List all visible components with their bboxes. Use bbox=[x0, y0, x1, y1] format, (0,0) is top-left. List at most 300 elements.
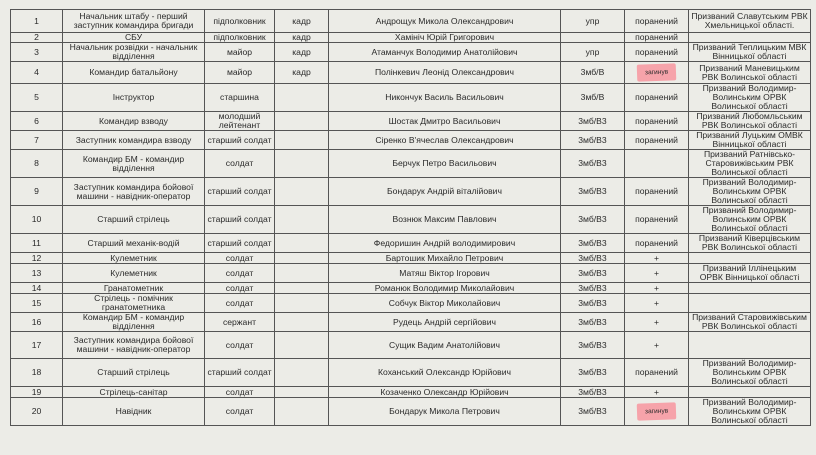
rank-cell bbox=[205, 283, 275, 294]
position-cell bbox=[63, 387, 205, 398]
table-row bbox=[11, 178, 811, 206]
rank-cell-text: солдат bbox=[225, 158, 254, 168]
note-cell-text: Призваний Володимир-Волинським ОРВК Волинської області bbox=[702, 205, 797, 233]
row-number bbox=[11, 313, 63, 332]
kadr-cell bbox=[275, 264, 329, 283]
status-cell bbox=[625, 84, 689, 112]
position-cell-text: Начальник розвідки - начальник відділення bbox=[69, 42, 198, 61]
kadr-cell bbox=[275, 398, 329, 426]
status-cell bbox=[625, 10, 689, 33]
note-cell bbox=[689, 62, 811, 84]
unit-cell-text: 3мб/В3 bbox=[578, 367, 607, 377]
position-cell-text: Інструктор bbox=[112, 92, 155, 102]
unit-cell bbox=[561, 62, 625, 84]
row-number-text: 13 bbox=[31, 267, 42, 278]
note-cell bbox=[689, 283, 811, 294]
position-cell bbox=[63, 10, 205, 33]
rank-cell-text: солдат bbox=[225, 386, 254, 397]
name-cell-text: Романюк Володимир Миколайович bbox=[374, 282, 515, 293]
kadr-cell bbox=[275, 206, 329, 234]
table-row bbox=[11, 253, 811, 264]
rank-cell-text: молодший лейтенант bbox=[218, 111, 261, 130]
position-cell bbox=[63, 398, 205, 426]
name-cell bbox=[329, 234, 561, 253]
name-cell bbox=[329, 264, 561, 283]
unit-cell-text: 3мб/В3 bbox=[578, 282, 607, 293]
status-cell-text: + bbox=[653, 386, 660, 397]
unit-cell bbox=[561, 398, 625, 426]
name-cell bbox=[329, 131, 561, 150]
position-cell bbox=[63, 264, 205, 283]
note-cell bbox=[689, 33, 811, 43]
status-cell bbox=[625, 178, 689, 206]
row-number bbox=[11, 43, 63, 62]
kadr-cell bbox=[275, 359, 329, 387]
name-cell bbox=[329, 62, 561, 84]
status-cell bbox=[625, 253, 689, 264]
unit-cell-text: 3мб/В3 bbox=[578, 252, 607, 263]
rank-cell bbox=[205, 294, 275, 313]
note-cell bbox=[689, 43, 811, 62]
unit-cell-text: 3мб/В bbox=[580, 92, 605, 102]
status-cell-text: + bbox=[653, 297, 660, 308]
unit-cell bbox=[561, 206, 625, 234]
name-cell bbox=[329, 33, 561, 43]
note-cell bbox=[689, 359, 811, 387]
kadr-cell bbox=[275, 33, 329, 43]
rank-cell-text: солдат bbox=[225, 297, 254, 308]
name-cell bbox=[329, 332, 561, 359]
position-cell-text: Командир БМ - командир відділення bbox=[82, 312, 185, 331]
table-row bbox=[11, 131, 811, 150]
status-cell-text: + bbox=[653, 339, 660, 350]
name-cell bbox=[329, 150, 561, 178]
unit-cell-text: 3мб/В3 bbox=[578, 267, 607, 278]
status-cell-text: поранений bbox=[635, 115, 678, 126]
position-cell bbox=[63, 43, 205, 62]
position-cell bbox=[63, 332, 205, 359]
status-cell-text: + bbox=[653, 267, 660, 278]
unit-cell-text: 3мб/В3 bbox=[578, 406, 607, 416]
note-cell bbox=[689, 150, 811, 178]
name-cell-text: Вознюк Максим Павлович bbox=[392, 214, 497, 224]
kadr-cell bbox=[275, 313, 329, 332]
position-cell-text: Командир батальйону bbox=[89, 67, 178, 77]
status-cell-text: поранений bbox=[635, 134, 678, 145]
note-cell-text: Призваний Любомльським РВК Волинської області bbox=[696, 111, 803, 130]
unit-cell-text: 3мб/В3 bbox=[578, 214, 607, 224]
kadr-cell bbox=[275, 62, 329, 84]
status-cell bbox=[625, 264, 689, 283]
table-row bbox=[11, 43, 811, 62]
row-number-text: 19 bbox=[31, 386, 42, 397]
name-cell bbox=[329, 84, 561, 112]
unit-cell-text: 3мб/В3 bbox=[578, 134, 607, 145]
status-cell bbox=[625, 62, 689, 84]
name-cell-text: Сущик Вадим Анатолійович bbox=[389, 339, 500, 350]
note-cell bbox=[689, 112, 811, 131]
table-row bbox=[11, 313, 811, 332]
position-cell bbox=[63, 294, 205, 313]
note-cell-text: Призваний Ківерцівським РВК Волинської області bbox=[698, 233, 801, 252]
unit-cell-text: 3мб/В3 bbox=[578, 386, 607, 397]
row-number bbox=[11, 33, 63, 43]
rank-cell-text: солдат bbox=[225, 252, 254, 263]
status-cell-text: поранений bbox=[635, 214, 678, 224]
row-number-text: 8 bbox=[34, 158, 39, 168]
status-cell bbox=[625, 313, 689, 332]
killed-highlight: загинув bbox=[637, 402, 677, 420]
unit-cell bbox=[561, 178, 625, 206]
name-cell-text: Коханський Олександр Юрійович bbox=[378, 367, 511, 377]
status-cell bbox=[625, 294, 689, 313]
rank-cell bbox=[205, 33, 275, 43]
unit-cell-text: упр bbox=[585, 46, 600, 57]
status-cell-text: поранений bbox=[635, 186, 678, 196]
note-cell bbox=[689, 313, 811, 332]
position-cell bbox=[63, 206, 205, 234]
name-cell bbox=[329, 294, 561, 313]
note-cell-text: Призваний Іллінецьким ОРВК Вінницької області bbox=[699, 263, 800, 282]
table-row bbox=[11, 62, 811, 84]
name-cell-text: Козаченко Олександр Юрійович bbox=[380, 386, 509, 397]
kadr-cell bbox=[275, 84, 329, 112]
rank-cell-text: старший солдат bbox=[207, 214, 272, 224]
position-cell-text: Заступник командира взводу bbox=[75, 134, 192, 145]
name-cell-text: Полінкевич Леонід Олександрович bbox=[374, 67, 515, 77]
kadr-cell bbox=[275, 10, 329, 33]
position-cell-text: Кулеметник bbox=[110, 252, 157, 263]
kadr-cell bbox=[275, 178, 329, 206]
rank-cell bbox=[205, 62, 275, 84]
name-cell bbox=[329, 253, 561, 264]
unit-cell-text: упр bbox=[585, 15, 600, 26]
name-cell-text: Собчук Віктор Миколайович bbox=[388, 297, 501, 308]
position-cell-text: Стрілець - помічник гранатометника bbox=[94, 293, 173, 312]
unit-cell bbox=[561, 112, 625, 131]
note-cell-text: Призваний Володимир-Волинським ОРВК Волинської області bbox=[702, 397, 797, 425]
row-number bbox=[11, 253, 63, 264]
position-cell bbox=[63, 112, 205, 131]
kadr-cell bbox=[275, 131, 329, 150]
rank-cell bbox=[205, 206, 275, 234]
rank-cell bbox=[205, 332, 275, 359]
status-cell bbox=[625, 387, 689, 398]
rank-cell bbox=[205, 131, 275, 150]
kadr-cell bbox=[275, 112, 329, 131]
note-cell-text: Призваний Теплицьким МВК Вінницької області bbox=[692, 42, 807, 61]
rank-cell-text: солдат bbox=[225, 267, 254, 278]
name-cell bbox=[329, 398, 561, 426]
table-row bbox=[11, 206, 811, 234]
unit-cell-text: 3мб/В bbox=[580, 67, 605, 77]
status-cell-text: поранений bbox=[635, 15, 678, 26]
kadr-cell bbox=[275, 332, 329, 359]
unit-cell bbox=[561, 33, 625, 43]
table-row bbox=[11, 387, 811, 398]
status-cell-text: поранений bbox=[635, 92, 678, 102]
row-number-text: 2 bbox=[34, 32, 39, 42]
position-cell-text: Навідник bbox=[115, 406, 152, 416]
rank-cell bbox=[205, 398, 275, 426]
kadr-cell-text: кадр bbox=[292, 32, 311, 42]
kadr-cell-text: кадр bbox=[292, 15, 311, 26]
position-cell bbox=[63, 84, 205, 112]
kadr-cell bbox=[275, 234, 329, 253]
note-cell bbox=[689, 234, 811, 253]
table-row bbox=[11, 150, 811, 178]
name-cell bbox=[329, 10, 561, 33]
position-cell bbox=[63, 313, 205, 332]
row-number-text: 16 bbox=[31, 316, 42, 327]
name-cell bbox=[329, 112, 561, 131]
personnel-table bbox=[10, 9, 811, 426]
table-row bbox=[11, 234, 811, 253]
row-number bbox=[11, 332, 63, 359]
position-cell-text: Старший механік-водій bbox=[87, 237, 180, 248]
table-row bbox=[11, 84, 811, 112]
kadr-cell bbox=[275, 283, 329, 294]
status-cell bbox=[625, 234, 689, 253]
position-cell-text: Заступник командира бойової машини - навідник-оператор bbox=[73, 181, 194, 201]
kadr-cell bbox=[275, 150, 329, 178]
name-cell bbox=[329, 283, 561, 294]
note-cell bbox=[689, 253, 811, 264]
rank-cell bbox=[205, 359, 275, 387]
row-number-text: 12 bbox=[31, 252, 42, 263]
position-cell bbox=[63, 283, 205, 294]
rank-cell bbox=[205, 10, 275, 33]
note-cell-text: Призваний Луцьким ОМВК Вінницької області bbox=[696, 130, 803, 149]
status-cell-text: + bbox=[653, 316, 660, 327]
position-cell bbox=[63, 131, 205, 150]
name-cell bbox=[329, 387, 561, 398]
row-number bbox=[11, 398, 63, 426]
kadr-cell bbox=[275, 253, 329, 264]
row-number-text: 11 bbox=[32, 237, 41, 248]
position-cell bbox=[63, 150, 205, 178]
status-cell-text: поранений bbox=[635, 32, 678, 42]
unit-cell bbox=[561, 234, 625, 253]
rank-cell-text: підполковник bbox=[213, 15, 266, 26]
name-cell-text: Андрощук Микола Олександрович bbox=[375, 15, 514, 26]
status-cell bbox=[625, 150, 689, 178]
position-cell bbox=[63, 62, 205, 84]
position-cell-text: Заступник командира бойової машини - навідник-оператор bbox=[73, 335, 194, 354]
name-cell bbox=[329, 178, 561, 206]
status-cell bbox=[625, 112, 689, 131]
row-number-text: 9 bbox=[34, 186, 39, 196]
rank-cell-text: майор bbox=[226, 67, 253, 77]
status-cell bbox=[625, 43, 689, 62]
table-row bbox=[11, 10, 811, 33]
name-cell-text: Берчук Петро Васильович bbox=[392, 158, 497, 168]
note-cell-text: Призваний Славутським РВК Хмельницької області. bbox=[691, 11, 808, 30]
status-cell bbox=[625, 131, 689, 150]
unit-cell bbox=[561, 264, 625, 283]
table-row bbox=[11, 332, 811, 359]
unit-cell bbox=[561, 84, 625, 112]
rank-cell bbox=[205, 178, 275, 206]
rank-cell-text: підполковник bbox=[213, 32, 266, 42]
status-cell bbox=[625, 332, 689, 359]
note-cell bbox=[689, 264, 811, 283]
name-cell bbox=[329, 359, 561, 387]
unit-cell-text: 3мб/В3 bbox=[578, 186, 607, 196]
status-cell bbox=[625, 206, 689, 234]
unit-cell bbox=[561, 253, 625, 264]
table-row bbox=[11, 264, 811, 283]
name-cell bbox=[329, 43, 561, 62]
note-cell-text: Призваний Володимир-Волинським ОРВК Волинської області bbox=[702, 358, 797, 386]
row-number-text: 20 bbox=[31, 406, 42, 416]
unit-cell-text: 3мб/В3 bbox=[578, 158, 607, 168]
row-number-text: 14 bbox=[31, 282, 42, 293]
note-cell bbox=[689, 387, 811, 398]
position-cell bbox=[63, 33, 205, 43]
row-number bbox=[11, 112, 63, 131]
unit-cell-text: 3мб/В3 bbox=[578, 237, 607, 248]
status-cell-text: поранений bbox=[635, 367, 678, 377]
rank-cell-text: солдат bbox=[225, 406, 254, 416]
rank-cell bbox=[205, 234, 275, 253]
row-number-text: 5 bbox=[34, 92, 39, 102]
rank-cell-text: сержант bbox=[222, 316, 257, 327]
unit-cell bbox=[561, 387, 625, 398]
name-cell-text: Федоришин Андрій володимирович bbox=[373, 237, 516, 248]
unit-cell bbox=[561, 283, 625, 294]
rank-cell-text: старший солдат bbox=[207, 367, 272, 377]
rank-cell-text: майор bbox=[226, 46, 253, 57]
note-cell bbox=[689, 398, 811, 426]
note-cell bbox=[689, 84, 811, 112]
row-number bbox=[11, 62, 63, 84]
row-number-text: 15 bbox=[31, 297, 42, 308]
rank-cell bbox=[205, 150, 275, 178]
position-cell-text: СБУ bbox=[124, 32, 143, 42]
rank-cell bbox=[205, 112, 275, 131]
unit-cell bbox=[561, 359, 625, 387]
name-cell-text: Рудець Андрій сергійович bbox=[392, 316, 497, 327]
name-cell-text: Бондарук Андрій віталійович bbox=[387, 186, 502, 196]
row-number-text: 3 bbox=[34, 46, 39, 57]
table-row bbox=[11, 283, 811, 294]
rank-cell-text: солдат bbox=[225, 282, 254, 293]
table-row bbox=[11, 294, 811, 313]
note-cell bbox=[689, 178, 811, 206]
status-cell-text: + bbox=[653, 282, 660, 293]
unit-cell-text: 3мб/В3 bbox=[578, 115, 607, 126]
name-cell-text: Бондарук Микола Петрович bbox=[389, 406, 500, 416]
unit-cell-text: 3мб/В3 bbox=[578, 339, 607, 350]
rank-cell bbox=[205, 387, 275, 398]
position-cell-text: Старший стрілець bbox=[97, 214, 170, 224]
row-number-text: 6 bbox=[34, 115, 39, 126]
unit-cell bbox=[561, 10, 625, 33]
unit-cell bbox=[561, 131, 625, 150]
note-cell-text: Призваний Володимир-Волинським ОРВК Волинської області bbox=[702, 177, 797, 205]
killed-highlight: загинув bbox=[637, 63, 677, 81]
table-row bbox=[11, 359, 811, 387]
name-cell bbox=[329, 206, 561, 234]
note-cell bbox=[689, 206, 811, 234]
rank-cell bbox=[205, 313, 275, 332]
rank-cell-text: старший солдат bbox=[207, 237, 272, 248]
name-cell-text: Хамініч Юрій Григорович bbox=[394, 32, 495, 42]
name-cell-text: Атаманчук Володимир Анатолійович bbox=[371, 46, 518, 57]
row-number bbox=[11, 206, 63, 234]
name-cell-text: Никончук Василь Васильович bbox=[385, 92, 504, 102]
personnel-table-body bbox=[11, 10, 811, 426]
status-cell-text: поранений bbox=[635, 46, 678, 57]
status-cell bbox=[625, 398, 689, 426]
rank-cell bbox=[205, 264, 275, 283]
kadr-cell bbox=[275, 43, 329, 62]
row-number-text: 18 bbox=[31, 367, 42, 377]
position-cell bbox=[63, 234, 205, 253]
note-cell bbox=[689, 131, 811, 150]
unit-cell bbox=[561, 150, 625, 178]
unit-cell-text: 3мб/В3 bbox=[578, 316, 607, 327]
row-number bbox=[11, 264, 63, 283]
position-cell-text: Командир БМ - командир відділення bbox=[82, 153, 185, 173]
name-cell-text: Шостак Дмитро Васильович bbox=[388, 115, 501, 126]
name-cell-text: Бартошик Михайло Петрович bbox=[385, 252, 504, 263]
position-cell-text: Стрілець-санітар bbox=[99, 386, 168, 397]
rank-cell-text: солдат bbox=[225, 339, 254, 350]
rank-cell bbox=[205, 253, 275, 264]
row-number-text: 10 bbox=[31, 214, 42, 224]
rank-cell-text: старшина bbox=[220, 92, 259, 102]
row-number bbox=[11, 387, 63, 398]
position-cell-text: Командир взводу bbox=[99, 115, 168, 126]
table-row bbox=[11, 112, 811, 131]
kadr-cell bbox=[275, 387, 329, 398]
table-row bbox=[11, 398, 811, 426]
note-cell-text: Призваний Володимир-Волинським ОРВК Волинської області bbox=[702, 83, 797, 111]
row-number-text: 17 bbox=[31, 339, 42, 350]
unit-cell bbox=[561, 43, 625, 62]
note-cell bbox=[689, 294, 811, 313]
row-number bbox=[11, 283, 63, 294]
name-cell-text: Матяш Віктор Ігорович bbox=[399, 267, 490, 278]
row-number bbox=[11, 178, 63, 206]
table-row bbox=[11, 33, 811, 43]
position-cell bbox=[63, 359, 205, 387]
note-cell-text: Призваний Маневицьким РВК Волинської області bbox=[699, 62, 800, 82]
position-cell bbox=[63, 178, 205, 206]
row-number bbox=[11, 150, 63, 178]
note-cell bbox=[689, 10, 811, 33]
note-cell-text: Призваний Старовижівським РВК Волинської області bbox=[692, 312, 807, 331]
row-number bbox=[11, 234, 63, 253]
name-cell bbox=[329, 313, 561, 332]
row-number bbox=[11, 131, 63, 150]
unit-cell bbox=[561, 332, 625, 359]
unit-cell bbox=[561, 294, 625, 313]
status-cell bbox=[625, 283, 689, 294]
status-cell-text: + bbox=[653, 252, 660, 263]
position-cell-text: Старший стрілець bbox=[97, 367, 170, 377]
status-cell bbox=[625, 359, 689, 387]
position-cell-text: Начальник штабу - перший заступник командира бригади bbox=[73, 11, 194, 30]
kadr-cell-text: кадр bbox=[292, 67, 311, 77]
rank-cell-text: старший солдат bbox=[207, 186, 272, 196]
note-cell bbox=[689, 332, 811, 359]
row-number-text: 4 bbox=[34, 67, 39, 77]
row-number bbox=[11, 10, 63, 33]
name-cell-text: Сіренко В'ячеслав Олександрович bbox=[375, 134, 514, 145]
